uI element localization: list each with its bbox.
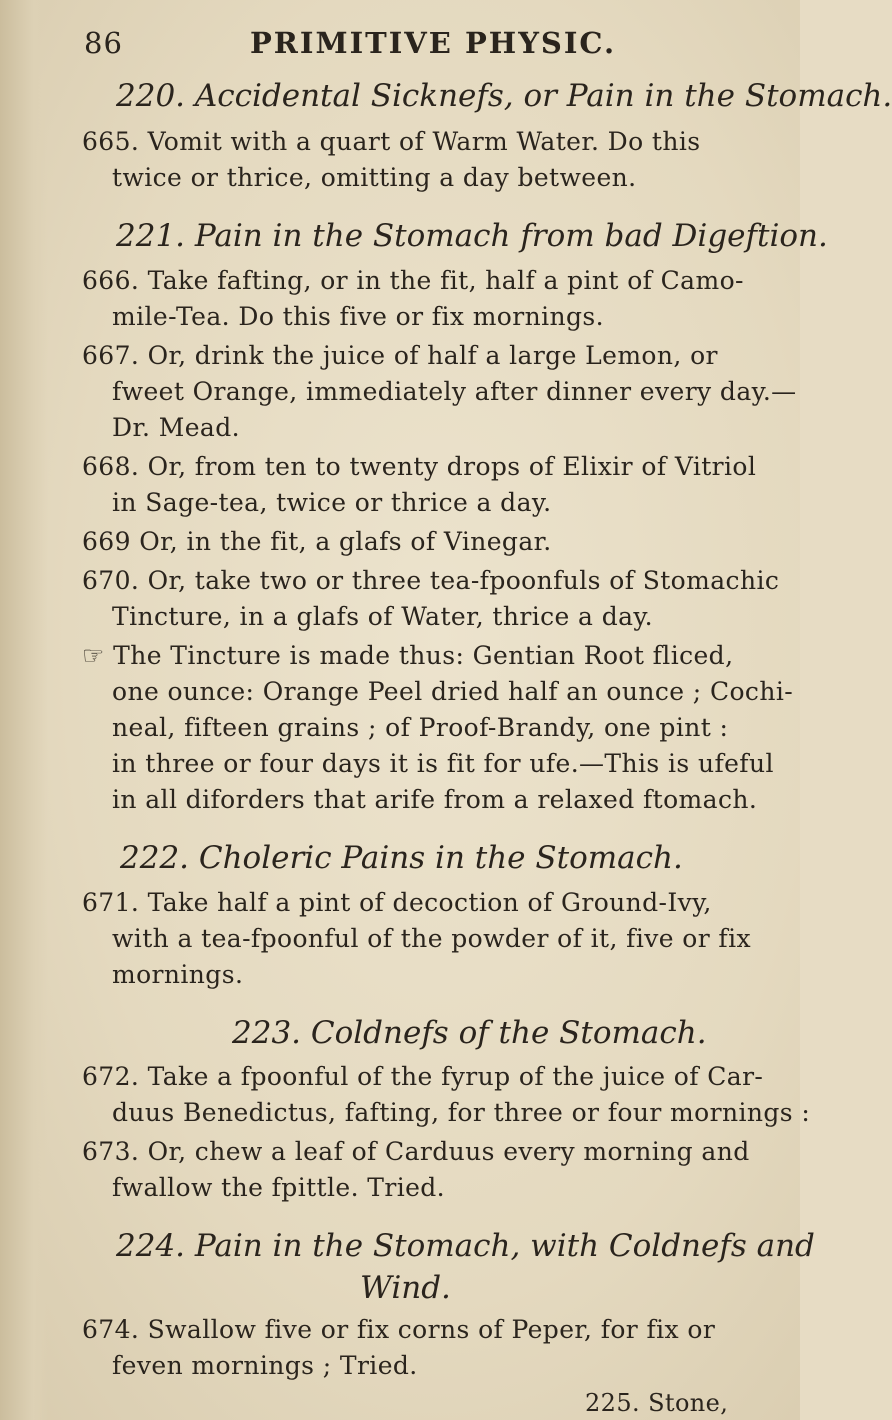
section-heading-220: 220. Accidental Sicknefs, or Pain in the Stomach. xyxy=(116,78,892,114)
page-number: 86 xyxy=(84,26,123,60)
text-line: feven mornings ; Tried. xyxy=(112,1351,418,1380)
text-line: 668. Or, from ten to twenty drops of Elixir of Vitriol xyxy=(82,452,757,481)
text-line: mornings. xyxy=(112,960,244,989)
text-line: with a tea-fpoonful of the powder of it, five or fix xyxy=(112,924,751,953)
text-line: Dr. Mead. xyxy=(112,413,240,442)
text-line: fweet Orange, immediately after dinner every day.— xyxy=(112,377,797,406)
section-heading-224-continued: Wind. xyxy=(360,1270,451,1306)
text-line: in all diforders that arife from a relaxed ftomach. xyxy=(112,785,758,814)
text-line: 665. Vomit with a quart of Warm Water. Do this xyxy=(82,127,701,156)
section-heading-221: 221. Pain in the Stomach from bad Digeftion. xyxy=(116,218,828,254)
text-line: neal, fifteen grains ; of Proof-Brandy, one pint : xyxy=(112,713,729,742)
text-line: 666. Take fafting, or in the fit, half a pint of Camo- xyxy=(82,266,744,295)
text-line: 673. Or, chew a leaf of Carduus every morning and xyxy=(82,1137,750,1166)
text-line: Tincture, in a glafs of Water, thrice a day. xyxy=(112,602,653,631)
text-line: duus Benedictus, fafting, for three or four mornings : xyxy=(112,1098,811,1127)
text-line: mile-Tea. Do this five or fix mornings. xyxy=(112,302,604,331)
text-line: 674. Swallow five or fix corns of Peper, for fix or xyxy=(82,1315,716,1344)
text-line: 669 Or, in the fit, a glafs of Vinegar. xyxy=(82,527,552,556)
catchword: 225. Stone, xyxy=(585,1389,729,1417)
text-line: one ounce: Orange Peel dried half an ounce ; Cochi- xyxy=(112,677,794,706)
running-header xyxy=(84,26,744,66)
section-heading-224: 224. Pain in the Stomach, with Coldnefs and xyxy=(116,1228,815,1264)
section-heading-222: 222. Choleric Pains in the Stomach. xyxy=(120,840,683,876)
text-line: 667. Or, drink the juice of half a large Lemon, or xyxy=(82,341,718,370)
section-heading-223: 223. Coldnefs of the Stomach. xyxy=(232,1015,707,1051)
page-gutter-shadow xyxy=(0,0,48,1420)
text-line: ☞ The Tincture is made thus: Gentian Root fliced, xyxy=(82,641,734,670)
running-title: PRIMITIVE PHYSIC. xyxy=(250,26,617,60)
text-line: twice or thrice, omitting a day between. xyxy=(112,163,637,192)
text-line: in Sage-tea, twice or thrice a day. xyxy=(112,488,552,517)
text-line: 671. Take half a pint of decoction of Ground-Ivy, xyxy=(82,888,712,917)
text-line: in three or four days it is fit for ufe.—This is ufeful xyxy=(112,749,774,778)
text-line: 670. Or, take two or three tea-fpoonfuls of Stomachic xyxy=(82,566,780,595)
text-line: fwallow the fpittle. Tried. xyxy=(112,1173,446,1202)
text-line: 672. Take a fpoonful of the fyrup of the juice of Car- xyxy=(82,1062,764,1091)
